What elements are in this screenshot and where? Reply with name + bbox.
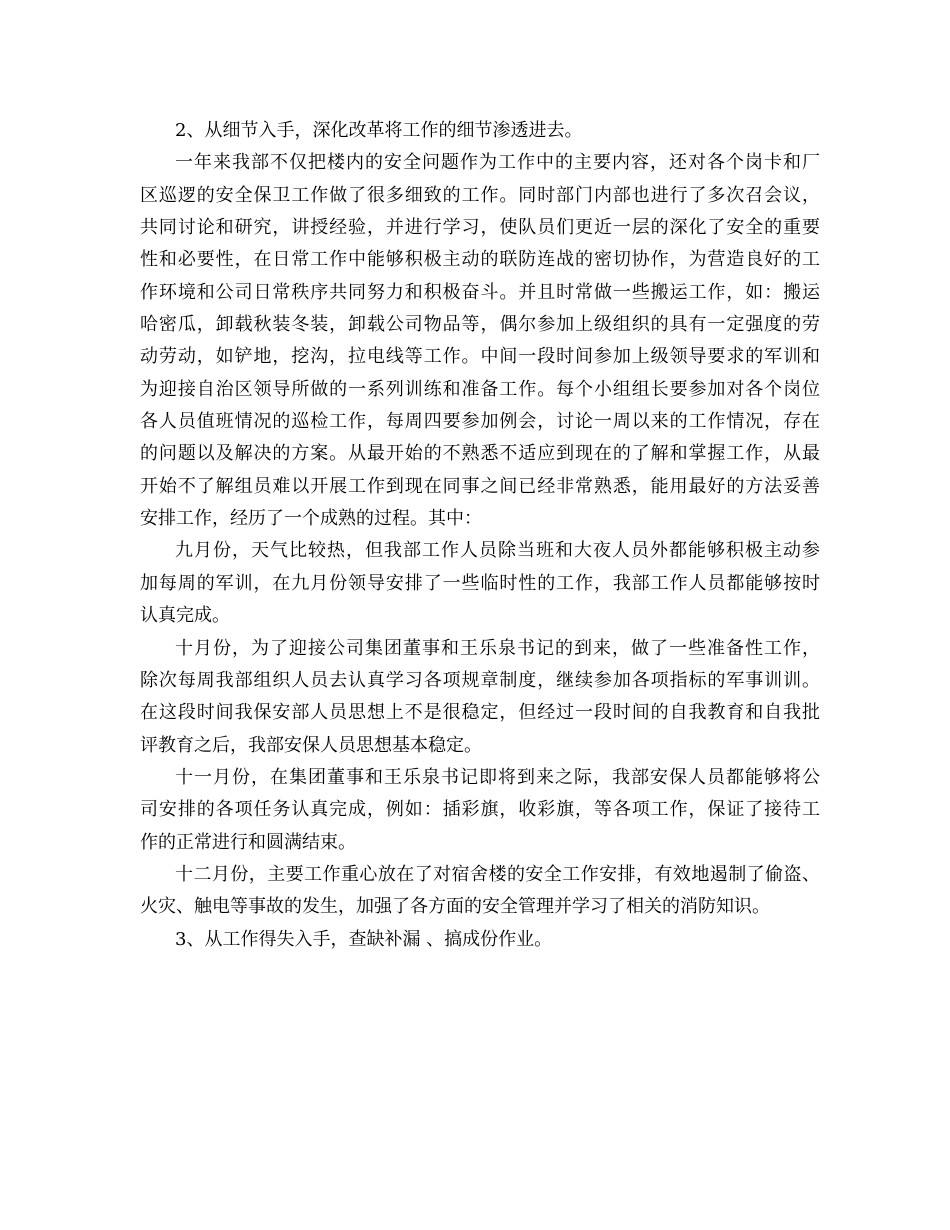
- text-line: 作的正常进行和圆满结束。: [140, 831, 356, 853]
- text-line: 动劳动，如铲地，挖沟，拉电线等工作。中间一段时间参加上级领导要求的军训和: [140, 346, 820, 368]
- text-line: 开始不了解组员难以开展工作到现在同事之间已经非常熟悉，能用最好的方法妥善: [140, 475, 820, 497]
- text-line: 安排工作，经历了一个成熟的过程。其中：: [140, 508, 482, 530]
- document-page: [140, 115, 820, 956]
- paragraph-november: [140, 762, 820, 859]
- text-line: 的问题以及解决的方案。从最开始的不熟悉不适应到现在的了解和掌握工作，从最: [140, 443, 820, 465]
- text-line: 除次每周我部组织人员去认真学习各项规章制度，继续参加各项指标的军事训训。: [140, 669, 820, 691]
- text-line: 性和必要性，在日常工作中能够积极主动的联防连战的密切协作，为营造良好的工: [140, 249, 820, 271]
- text-line: 2、从细节入手，深化改革将工作的细节渗透进去。: [175, 120, 583, 141]
- text-line: 哈密瓜，卸载秋装冬装，卸载公司物品等，偶尔参加上级组织的具有一定强度的劳: [140, 314, 820, 336]
- text-line: 认真完成。: [140, 605, 230, 627]
- text-line: 作环境和公司日常秩序共同努力和积极奋斗。并且时常做一些搬运工作，如：搬运: [140, 281, 820, 303]
- text-line: 各人员值班情况的巡检工作，每周四要参加例会，讨论一周以来的工作情况，存在: [140, 411, 820, 433]
- text-line: 十一月份，在集团董事和王乐泉书记即将到来之际，我部安保人员都能够将公: [175, 766, 820, 788]
- paragraph-heading-2: [140, 115, 820, 147]
- text-line: 在这段时间我保安部人员思想上不是很稳定，但经过一段时间的自我教育和自我批: [140, 702, 820, 724]
- text-line: 共同讨论和研究，讲授经验，并进行学习，使队员们更近一层的深化了安全的重要: [140, 217, 820, 239]
- text-line: 评教育之后，我部安保人员思想基本稳定。: [140, 734, 482, 756]
- paragraph-security-work: [140, 147, 820, 535]
- text-line: 司安排的各项任务认真完成，例如：插彩旗，收彩旗，等各项工作，保证了接待工: [140, 799, 820, 821]
- text-line: 3、从工作得失入手，查缺补漏 、搞成份作业。: [175, 928, 553, 950]
- text-line: 一年来我部不仅把楼内的安全问题作为工作中的主要内容，还对各个岗卡和厂: [175, 152, 820, 174]
- paragraph-december: [140, 859, 820, 924]
- paragraph-september: [140, 535, 820, 632]
- text-line: 十月份，为了迎接公司集团董事和王乐泉书记的到来，做了一些准备性工作，: [175, 637, 820, 659]
- text-line: 加每周的军训，在九月份领导安排了一些临时性的工作，我部工作人员都能够按时: [140, 572, 820, 594]
- paragraph-october: [140, 633, 820, 762]
- text-line: 十二月份，主要工作重心放在了对宿舍楼的安全工作安排，有效地遏制了偷盗、: [175, 863, 820, 885]
- text-line: 九月份，天气比较热，但我部工作人员除当班和大夜人员外都能够积极主动参: [175, 540, 820, 562]
- text-line: 火灾、触电等事故的发生，加强了各方面的安全管理并学习了相关的消防知识。: [140, 896, 770, 918]
- paragraph-heading-3: [140, 924, 820, 956]
- text-line: 为迎接自治区领导所做的一系列训练和准备工作。每个小组组长要参加对各个岗位: [140, 378, 820, 400]
- text-line: 区巡逻的安全保卫工作做了很多细致的工作。同时部门内部也进行了多次召会议，: [140, 184, 820, 206]
